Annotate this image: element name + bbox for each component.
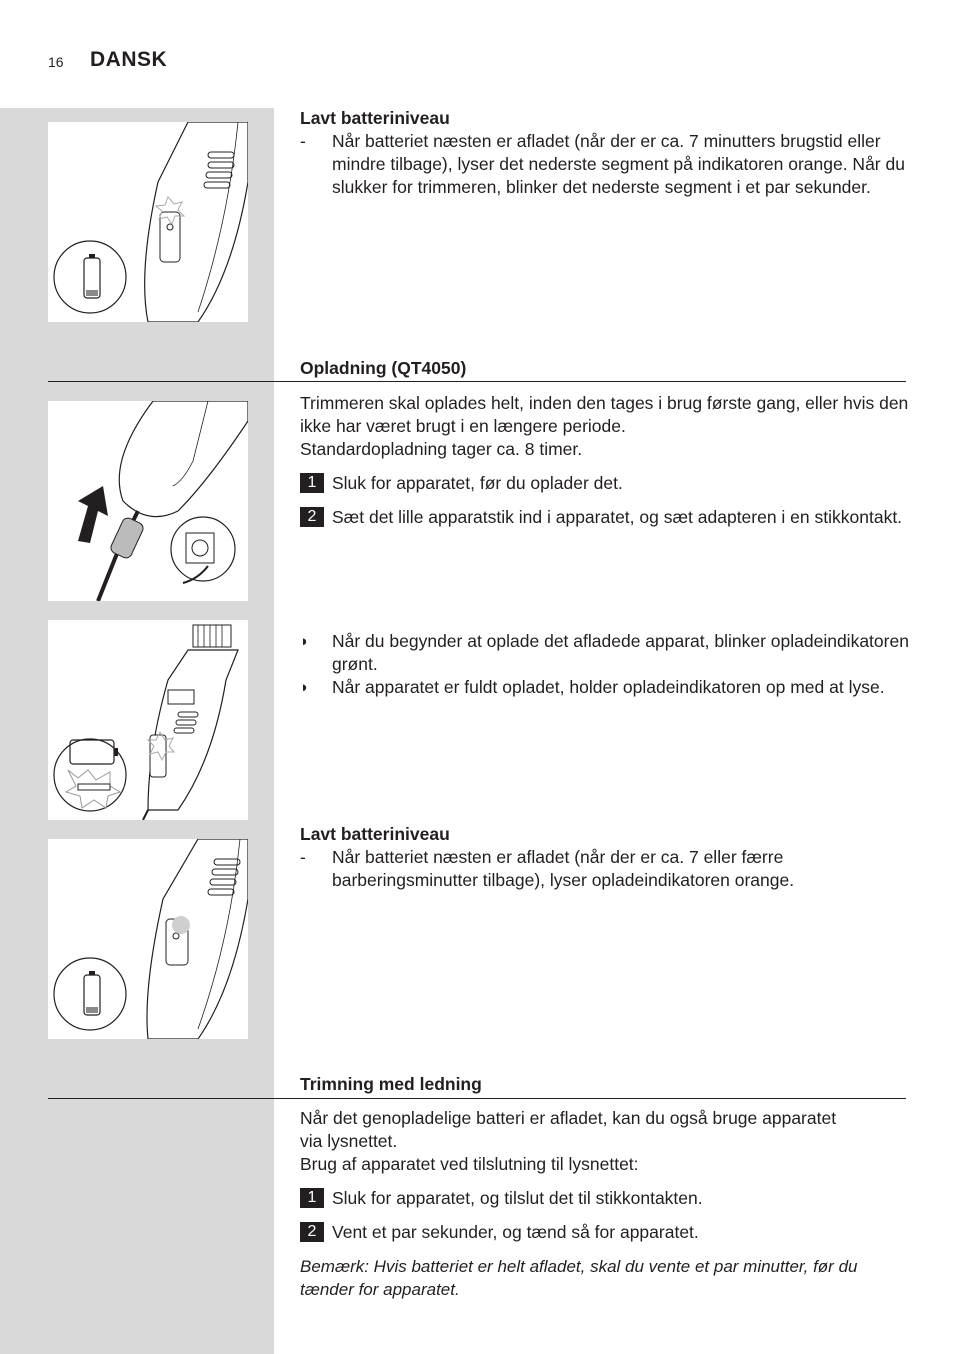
section-low-battery-2 [300, 823, 910, 892]
step-item [300, 472, 910, 495]
illustration-pointer-3 [248, 623, 274, 658]
corded-intro-2: Brug af apparatet ved tilslutning til lysnettet: [300, 1154, 639, 1174]
dash-marker: - [300, 847, 306, 867]
step-number: 2 [300, 507, 324, 527]
section-corded-body [300, 1107, 910, 1301]
step-text: Sluk for apparatet, og tilslut det til stikkontakten. [332, 1188, 703, 1208]
illustration-pointer-1 [248, 136, 274, 171]
illustration-pointer-2 [248, 499, 274, 534]
result-bullet-icon: ◗ [300, 679, 310, 696]
list-item [300, 676, 910, 699]
section-charging-body [300, 392, 910, 529]
illustration-low-battery-1 [48, 122, 248, 322]
page-language: DANSK [90, 48, 168, 71]
illustration-low-battery-2 [48, 839, 248, 1039]
heading-low-battery-2: Lavt batteriniveau [300, 824, 450, 844]
step-text: Sluk for apparatet, før du oplader det. [332, 473, 623, 493]
step-item [300, 506, 910, 529]
heading-charging: Opladning (QT4050) [300, 358, 467, 378]
note-text: Bemærk: Hvis batteriet er helt afladet, skal du vente et par minutter, før du tænder for apparatet. [300, 1257, 858, 1299]
section-divider [48, 381, 906, 382]
step-number: 2 [300, 1222, 324, 1242]
heading-corded: Trimning med ledning [300, 1074, 482, 1094]
dash-marker: - [300, 131, 306, 151]
low-battery-text-2: Når batteriet næsten er afladet (når der er ca. 7 eller færre barberingsminutter tilbage), lyser opladeindikatoren orange. [332, 847, 795, 890]
corded-intro-1: Når det genopladelige batteri er afladet, kan du også bruge apparatet via lysnettet. [300, 1108, 837, 1151]
section-charging-heading [300, 357, 910, 380]
list-item [300, 130, 910, 199]
step-item [300, 1221, 910, 1244]
step-number: 1 [300, 473, 324, 493]
result-bullet-icon: ◗ [300, 633, 310, 650]
heading-low-battery-1: Lavt batteriniveau [300, 108, 450, 128]
step-number: 1 [300, 1188, 324, 1208]
low-battery-text-1: Når batteriet næsten er afladet (når der er ca. 7 minutters brugstid eller mindre tilbage), lyser det nederste segment på indikatoren orange. Når du slukker for trimmeren, blinker det nederste segment i et par sekunder. [332, 131, 905, 197]
list-item [300, 846, 910, 892]
step-item [300, 1187, 910, 1210]
result-text: Når apparatet er fuldt opladet, holder opladeindikatoren op med at lyse. [332, 677, 885, 697]
result-text: Når du begynder at oplade det afladede apparat, blinker opladeindikatoren grønt. [332, 631, 909, 674]
illustration-charging [48, 401, 248, 601]
step-text: Sæt det lille apparatstik ind i apparatet, og sæt adapteren i en stikkontakt. [332, 507, 903, 527]
illustration-pointer-4 [248, 840, 274, 875]
illustration-charge-indicator [48, 620, 248, 820]
list-item [300, 630, 910, 676]
section-charging-results [300, 630, 910, 699]
section-corded-heading [300, 1073, 910, 1096]
section-divider [48, 1098, 906, 1099]
page-number: 16 [48, 54, 64, 70]
charging-intro-2: Standardopladning tager ca. 8 timer. [300, 439, 583, 459]
step-text: Vent et par sekunder, og tænd så for apparatet. [332, 1222, 699, 1242]
section-low-battery-1 [300, 107, 910, 199]
charging-intro-1: Trimmeren skal oplades helt, inden den tages i brug første gang, eller hvis den ikke har været brugt i en længere periode. [300, 393, 909, 436]
